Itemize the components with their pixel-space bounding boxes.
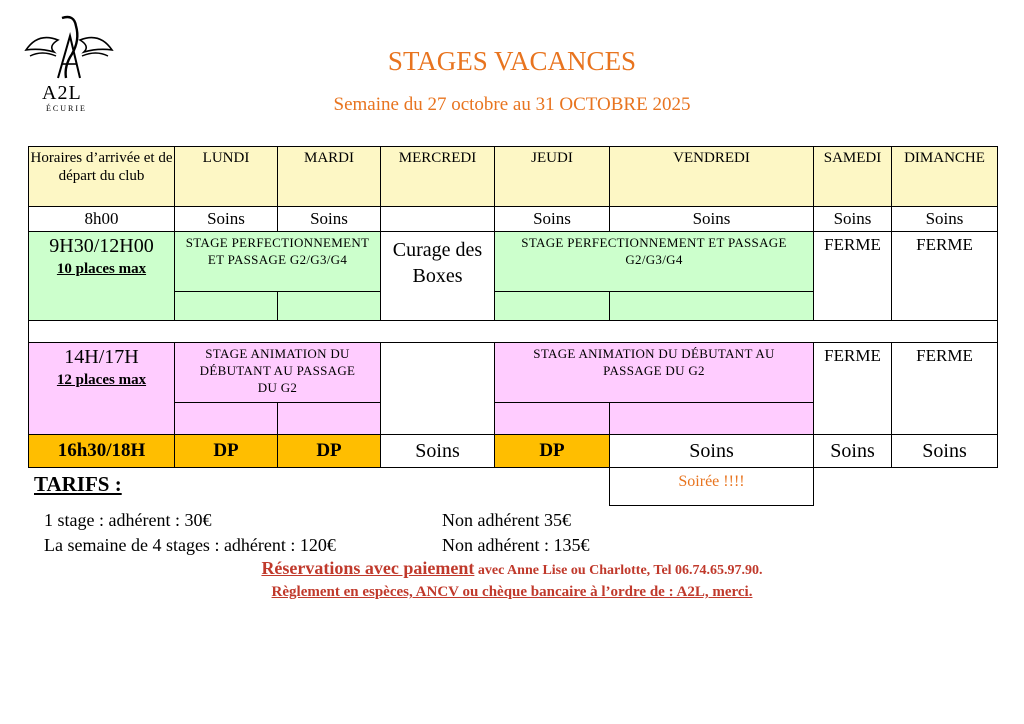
soiree-vendredi: Soirée !!!! bbox=[609, 467, 814, 506]
reservation-main: Réservations avec paiement bbox=[261, 558, 475, 578]
afternoon-ferme-dimanche: FERME bbox=[891, 342, 998, 435]
empty-mercredi-8h bbox=[380, 206, 495, 232]
evening-dp-lundi: DP bbox=[174, 434, 278, 468]
afternoon-time: 14H/17H bbox=[64, 346, 139, 368]
morning-ferme-samedi: FERME bbox=[813, 231, 892, 321]
page-subtitle: Semaine du 27 octobre au 31 OCTOBRE 2025 bbox=[333, 94, 691, 115]
logo-name: A2L bbox=[42, 82, 82, 104]
morning-empty-lundi bbox=[174, 291, 278, 321]
morning-ferme-dimanche: FERME bbox=[891, 231, 998, 321]
header-jeudi: JEUDI bbox=[494, 146, 610, 207]
afternoon-empty-mercredi bbox=[380, 342, 495, 435]
header-vendredi: VENDREDI bbox=[609, 146, 814, 207]
afternoon-places: 12 places max bbox=[56, 372, 147, 388]
separator-row bbox=[28, 320, 998, 343]
morning-curage-mercredi: Curage des Boxes bbox=[380, 231, 495, 321]
evening-dp-mardi: DP bbox=[277, 434, 381, 468]
evening-time: 16h30/18H bbox=[28, 434, 175, 468]
reservation-contact: avec Anne Lise ou Charlotte, Tel 06.74.65.97.90. bbox=[474, 563, 763, 578]
soins-samedi-8h: Soins bbox=[813, 206, 892, 232]
afternoon-empty-mardi bbox=[277, 402, 381, 435]
morning-empty-jeudi bbox=[494, 291, 610, 321]
afternoon-empty-lundi bbox=[174, 402, 278, 435]
morning-time: 9H30/12H00 bbox=[49, 235, 154, 257]
evening-soins-samedi: Soins bbox=[813, 434, 892, 468]
afternoon-stage-jeudi-vendredi: STAGE ANIMATION DU DÉBUTANT AU PASSAGE DU G2 bbox=[494, 342, 814, 403]
afternoon-empty-jeudi bbox=[494, 402, 610, 435]
afternoon-empty-vendredi bbox=[609, 402, 814, 435]
morning-empty-vendredi bbox=[609, 291, 814, 321]
header-lundi: LUNDI bbox=[174, 146, 278, 207]
tarif-semaine-non-adherent: Non adhérent : 135€ bbox=[442, 535, 590, 555]
header-samedi: SAMEDI bbox=[813, 146, 892, 207]
header-horaires: Horaires d’arrivée et de départ du club bbox=[28, 146, 175, 207]
evening-dp-jeudi: DP bbox=[494, 434, 610, 468]
morning-stage-jeudi-vendredi: STAGE PERFECTIONNEMENT ET PASSAGE G2/G3/G4 bbox=[494, 231, 814, 292]
payment-info: Règlement en espèces, ANCV ou chèque bancaire à l’ordre de : A2L, merci. bbox=[271, 584, 753, 600]
afternoon-ferme-samedi: FERME bbox=[813, 342, 892, 435]
header-mardi: MARDI bbox=[277, 146, 381, 207]
soins-mardi-8h: Soins bbox=[277, 206, 381, 232]
soins-lundi-8h: Soins bbox=[174, 206, 278, 232]
morning-time-cell bbox=[28, 231, 175, 321]
evening-soins-dimanche: Soins bbox=[891, 434, 998, 468]
evening-soins-vendredi: Soins bbox=[609, 434, 814, 468]
header-dimanche: DIMANCHE bbox=[891, 146, 998, 207]
time-8h: 8h00 bbox=[28, 206, 175, 232]
afternoon-time-cell bbox=[28, 342, 175, 435]
tarif-stage-adherent: 1 stage : adhérent : 30€ bbox=[44, 510, 212, 530]
soins-jeudi-8h: Soins bbox=[494, 206, 610, 232]
afternoon-stage-lundi-mardi: STAGE ANIMATION DU DÉBUTANT AU PASSAGE DU G2 bbox=[174, 342, 381, 403]
soins-vendredi-8h: Soins bbox=[609, 206, 814, 232]
morning-empty-mardi bbox=[277, 291, 381, 321]
reservation-line bbox=[0, 558, 1024, 579]
page-title: STAGES VACANCES bbox=[387, 46, 637, 76]
evening-soins-mercredi: Soins bbox=[380, 434, 495, 468]
tarif-semaine-adherent: La semaine de 4 stages : adhérent : 120€ bbox=[44, 535, 336, 555]
logo-subtitle: ÉCURIE bbox=[46, 104, 87, 113]
header-mercredi: MERCREDI bbox=[380, 146, 495, 207]
morning-stage-lundi-mardi: STAGE PERFECTIONNEMENT ET PASSAGE G2/G3/G4 bbox=[174, 231, 381, 292]
tarifs-title: TARIFS : bbox=[34, 472, 122, 496]
morning-places: 10 places max bbox=[56, 261, 147, 277]
tarif-stage-non-adherent: Non adhérent 35€ bbox=[442, 510, 571, 530]
soins-dimanche-8h: Soins bbox=[891, 206, 998, 232]
